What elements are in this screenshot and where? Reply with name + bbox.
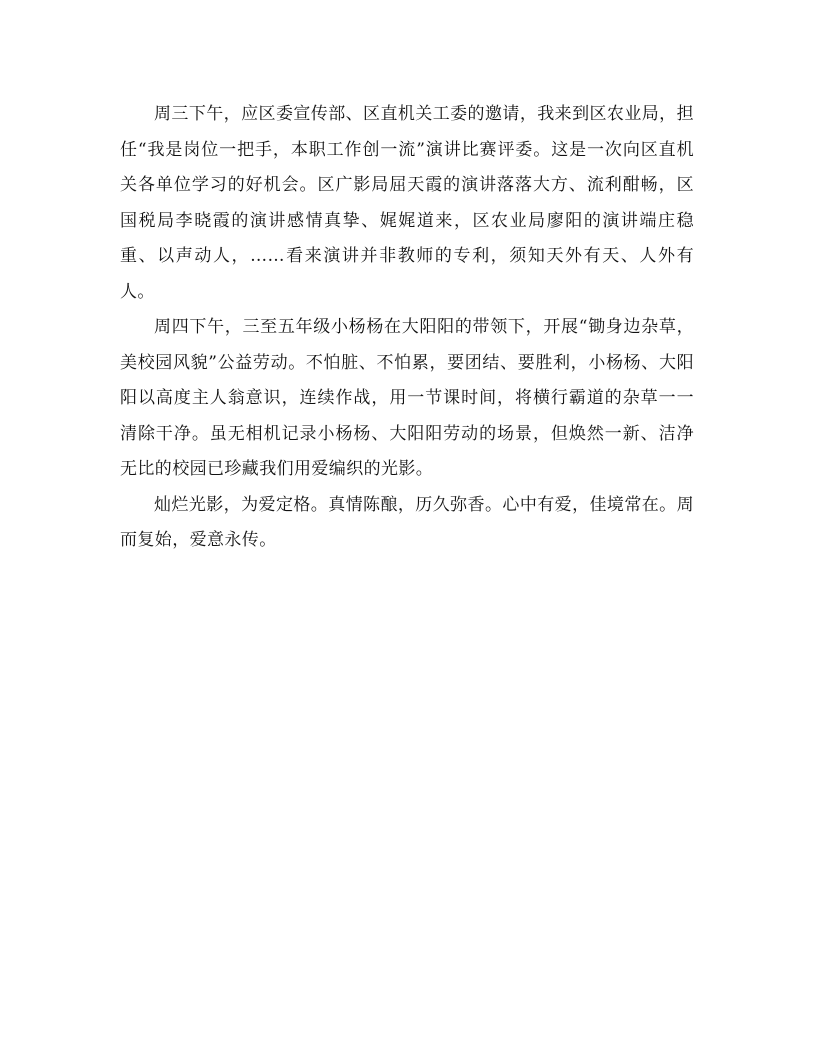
paragraph-closing: 灿烂光影，为爱定格。真情陈酿，历久弥香。心中有爱，佳境常在。周而复始，爱意永传。 [120,494,694,550]
paragraph-speech-contest: 周三下午，应区委宣传部、区直机关工委的邀请，我来到区农业局，担任“我是岗位一把手，本职工作创一流”演讲比赛评委。这是一次向区直机关各单位学习的好机会。区广影局屈天霞的演讲落落大方、流利酣畅，区国税局李晓霞的演讲感情真挚、娓娓道来，区农业局廖阳的演讲端庄稳重、以声动人，……看来演讲并非教师的专利，须知天外有天、人外有人。 [120,104,694,302]
paragraph-weeding-labor: 周四下午，三至五年级小杨杨在大阳阳的带领下，开展“锄身边杂草，美校园风貌”公益劳动。不怕脏、不怕累，要团结、要胜利，小杨杨、大阳阳以高度主人翁意识，连续作战，用一节课时间，将横行霸道的杂草一一清除干净。虽无相机记录小杨杨、大阳阳劳动的场景，但焕然一新、洁净无比的校园已珍藏我们用爱编织的光影。 [120,317,694,479]
document-page [120,97,694,559]
